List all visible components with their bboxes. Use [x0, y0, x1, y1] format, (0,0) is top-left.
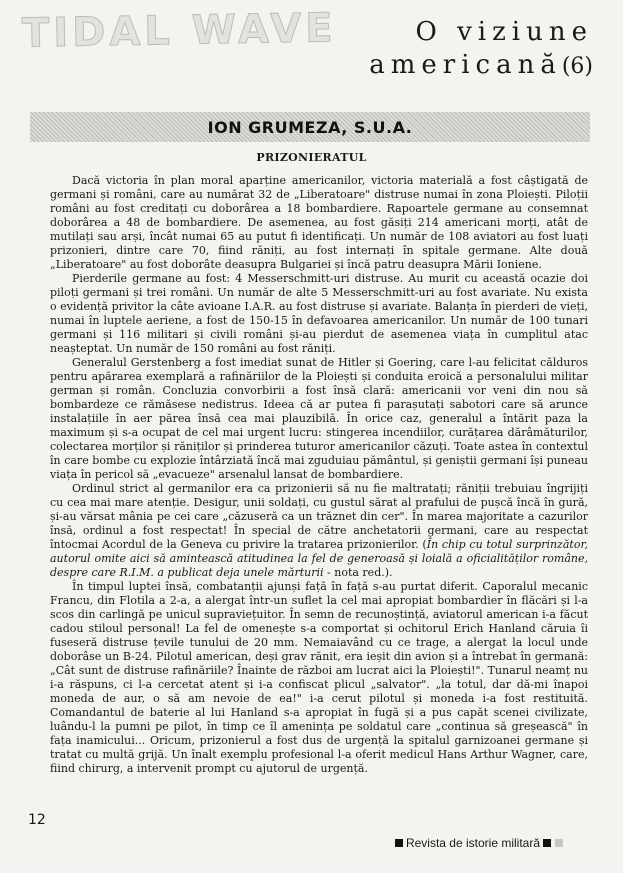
title-word: americană [369, 50, 562, 80]
section-heading: PRIZONIERATUL [256, 151, 367, 164]
paragraph-5: În timpul luptei însă, combatanții ajunși față în față s-au purtat diferit. Caporalul mecanic Francu, din Flotila a 2-a, a alergat într-un suflet la cel mai apropiat bombardier în flăcări și l-a scos din carlingă pe unicul supraviețuitor. În semn de recunoștință, aviatorul american i-a făcut cadou stiloul personal! La fel de omenește s-a comportat și ochitorul Erich Hanland căruia îi fuseseră distruse țevile tunului de 20 mm. Nemaiavând cu ce trage, a alergat la locul unde doborâse un B-24. Pilotul american, deși grav rănit, era ieșit din avion și a întrebat în germană: „Cât sunt de distruse rafinăriile? Înainte de război am lucrat aici la Ploiești!". Tunarul neamț nu i-a răspuns, ci l-a cercetat atent și i-a confiscat plicul „salvator". „la totul, dar dă-mi înapoi moneda de aur, o să am nevoie de ea!" i-a cerut pilotul și moneda i-a fost restituită. Comandantul de baterie al lui Hanland s-a apropiat în fugă și a pus capăt scenei civilizate, luându-l la pumni pe pilot, în timp ce îl amenința pe soldatul care „continua să greșească" în fața inamicului... Oricum, prizonierul a fost dus de urgență la spitalul garnizoanei germane și tratat cu multă grijă. Un înalt exemplu profesional l-a oferit medicul Hans Arthur Wagner, care, fiind chirurg, a intervenit prompt cu ajutorul de urgență. [50, 580, 588, 775]
page-number: 12 [28, 812, 46, 828]
editor-note: În chip cu totul surprinzător, autorul omite aici să amintească atitudinea la fel de generoasă și loială a oficialităților române, despre care R.I.M. a publicat deja unele mărturii [50, 538, 588, 579]
author-name: ION GRUMEZA, S.U.A. [207, 117, 413, 137]
paragraph-4 [50, 482, 588, 580]
paragraph-1: Dacă victoria în plan moral aparține americanilor, victoria materială a fost câștigată de germani și români, care au numărat 32 de „Liberatoare" distruse numai în zona Ploiești. Piloții români au fost creditați cu doborârea a 18 bombardiere. Rapoartele germane au consemnat doborârea a 48 de bombardiere. De asemenea, au fost găsiți 214 americani morți, atât de mutilați sau arși, încât numai 65 au putut fi identificați. Un număr de 108 aviatori au fost luați prizonieri, dintre care 70, fiind răniți, au fost internați în spitale germane. Alte două „Liberatoare" au fost doborâte deasupra Bulgariei și încă patru deasupra Mării Ioniene. [50, 174, 588, 271]
paragraph-2: Pierderile germane au fost: 4 Messerschmitt-uri distruse. Au murit cu această ocazie doi piloți germani și trei români. Un număr de alte 5 Messerschmitt-uri au fost avariate. Nu exista o evidență privitor la câte avioane I.A.R. au fost distruse și avariate. Balanța în pierderi de vieți, numai în luptele aeriene, a fost de 150-15 în defavoarea americanilor. Un număr de 100 tunari germani și 116 militari și civili români și-au pierdut de asemenea viața în cumplitul atac neașteptat. Un număr de 150 români au fost răniți. [50, 272, 588, 355]
paragraph-3: Generalul Gerstenberg a fost imediat sunat de Hitler și Goering, care l-au felicitat călduros pentru apărarea exemplară a rafinăriilor de la Ploiești și conduita eroică a personalului militar german și român. Concluzia convorbirii a fost însă clară: americanii vor veni din nou să bombardeze ce rămăsese nedistrus. Ideea că ar putea fi parașutați sabotori care să arunce instalațiile în aer părea însă cea mai plauzibilă. În orice caz, generalul a întărit paza la maximum și s-a ocupat de cel mai urgent lucru: stingerea incendiilor, curățarea dărâmăturilor, colectarea morților și răniților și prinderea tuturor americanilor căzuți. Toate astea în contextul în care bombe cu explozie întârziată încă mai zguduiau pământul, și geniștii germani își puneau viața în pericol să „evacueze" arsenalul lansat de bombardiere. [50, 356, 588, 481]
paragraph-4-text: Ordinul strict al germanilor era ca prizonierii să nu fie maltratați; răniții trebuiau îngrijiți cu cea mai mare atenție. Desigur, unii soldați, cu gustul sărat al prafului de pușcă încă în gură, și-au vărsat mânia pe cei care „căzuseră ca un trăznet din cer". În marea majoritate a cazurilor însă, ordinul a fost respectat! În special de către anchetatorii germani, care au respectat întocmai Acordul de la Geneva cu privire la tratarea prizonierilor. ( [50, 482, 588, 551]
title-part-number: (6) [561, 54, 593, 79]
article-body [50, 174, 588, 776]
author-band [30, 112, 590, 142]
title-line-2 [369, 48, 593, 84]
square-bullet-icon [543, 839, 551, 847]
square-bullet-light-icon [555, 839, 563, 847]
article-title [369, 16, 593, 84]
journal-footer [395, 836, 563, 850]
journal-name: Revista de istorie militară [405, 836, 540, 850]
editor-note-tail: - nota red.). [323, 566, 393, 579]
background-watermark: TIDAL WAVE [21, 5, 337, 57]
square-bullet-icon [395, 839, 403, 847]
title-line-1: O viziune [415, 17, 593, 47]
